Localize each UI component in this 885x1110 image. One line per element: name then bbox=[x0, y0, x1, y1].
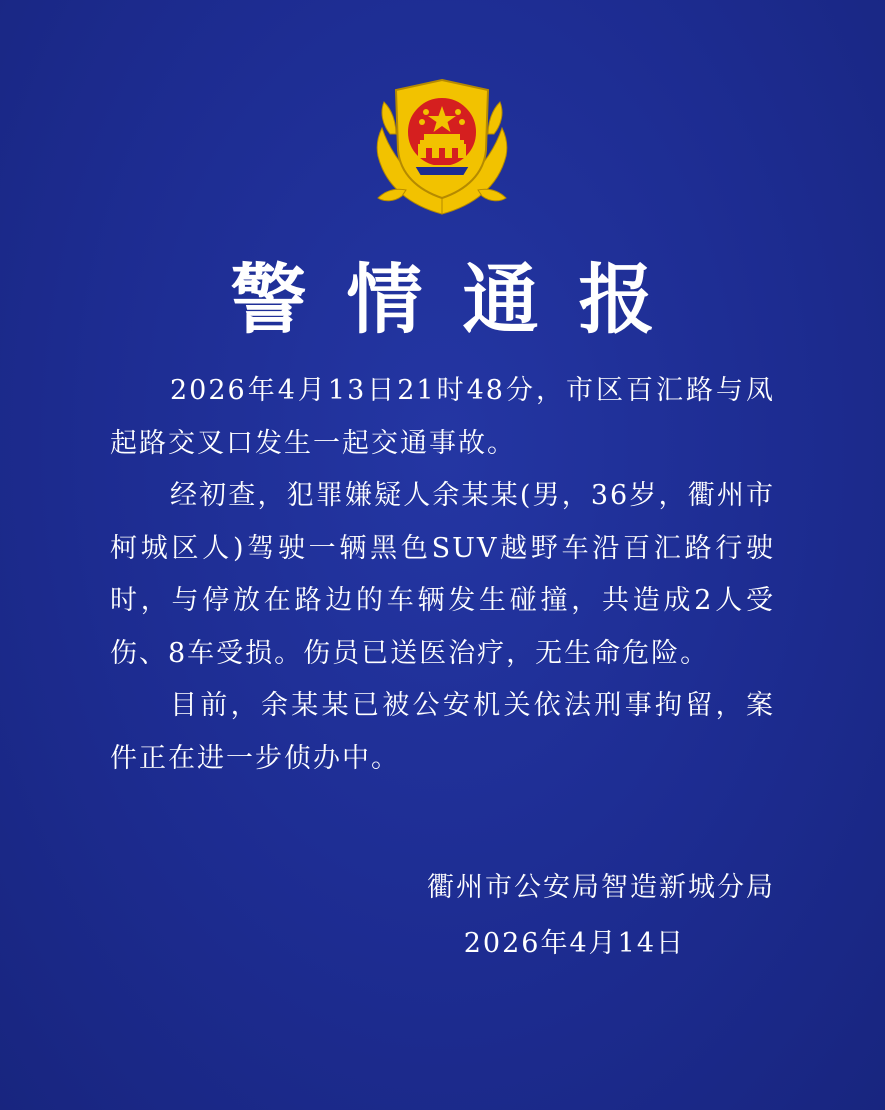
issue-date: 2026年4月14日 bbox=[463, 928, 685, 959]
notice-paragraph: 经初查，犯罪嫌疑人余某某(男，36岁，衢州市柯城区人)驾驶一辆黑色SUV越野车沿百汇路行驶时，与停放在路边的车辆发生碰撞，共造成2人受伤、8车受损。伤员已送医治疗，无生命危险。 bbox=[110, 480, 775, 669]
notice-paragraph: 2026年4月13日21时48分，市区百汇路与凤起路交叉口发生一起交通事故。 bbox=[110, 375, 775, 459]
police-emblem-icon bbox=[372, 76, 512, 218]
notice-paragraph: 目前，余某某已被公安机关依法刑事拘留，案件正在进一步侦办中。 bbox=[110, 690, 775, 774]
issuer-name: 衢州市公安局智造新城分局 bbox=[427, 872, 775, 903]
notice-body bbox=[110, 365, 775, 785]
notice-title: 警情通报 bbox=[230, 255, 695, 344]
signature-block bbox=[355, 860, 775, 972]
